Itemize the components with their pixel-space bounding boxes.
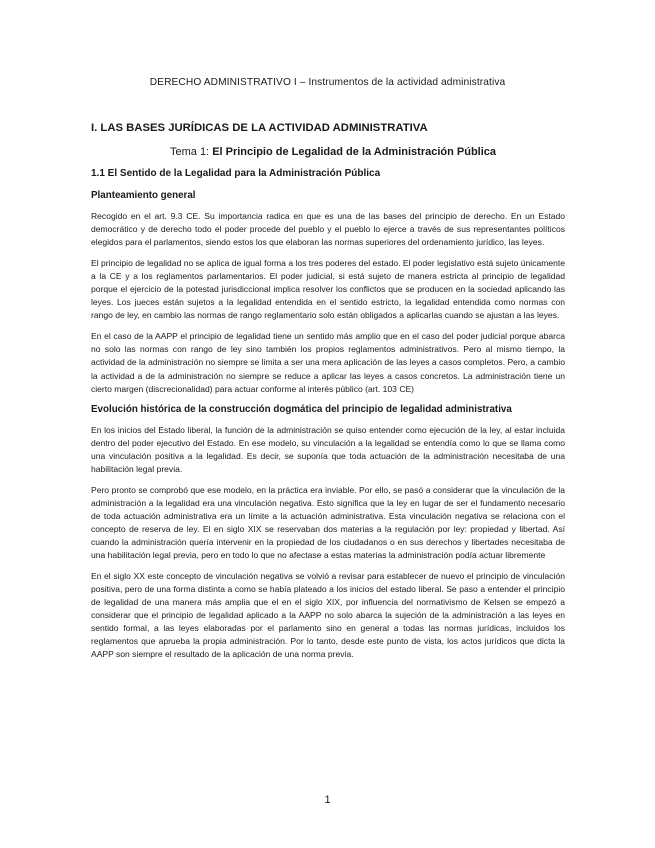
paragraph: Recogido en el art. 9.3 CE. Su importancia radica en que es una de las bases del principio de derecho. En un Estado democrático y de derecho todo el poder procede del pueblo y el pueblo lo ejerce a través de sus representantes políticos elegidos para el parlamentos, siendo estos los que elaboran las normas superiores del ordenamiento jurídico, las leyes.: [91, 211, 565, 248]
tema-heading: [91, 146, 565, 158]
planteamiento-heading: Planteamiento general: [91, 190, 196, 201]
paragraph: En los inicios del Estado liberal, la función de la administración se quiso entender como ejecución de la ley, al estar incluida dentro del poder ejecutivo del Estado. En ese modelo, su vinculación a la legalidad se entendía como lo que se llama como una vinculación positiva a la legalidad. Es decir, se suponía que toda actuación de la administración necesitaba de una habilitación legal previa.: [91, 424, 565, 474]
paragraph: El principio de legalidad no se aplica de igual forma a los tres poderes del estado. El poder legislativo está sujeto únicamente a la CE y a los reglamentos parlamentarios. El poder judicial, si está sujeto de manera estricta al principio de legalidad porque el ejercicio de la potestad jurisdiccional implica resolver los conflictos que se producen en la sociedad aplicando las leyes. Los jueces están sujetos a la legalidad entendida en el sentido estricto, la legalidad entendida como normas con rango de ley, en cambio las normas de rango reglamentario solo están obligados a aplicarlas cuando se ajustan a las leyes.: [91, 258, 565, 321]
paragraph: En el caso de la AAPP el principio de legalidad tiene un sentido más amplio que en el caso del poder judicial porque abarca no solo las normas con rango de ley sino también los propios reglamentos administrativos. Pero al mismo tiempo, la actividad de la administración no siempre se limita a ser una mera aplicación de las leyes a casos completos. Pero, a cambio la actividad a de la administración no siempre se reduce a aplicar las leyes a casos concretos. La administración tiene un cierto margen (discrecionalidad) para actuar conforme al interés público (art. 103 CE): [91, 331, 565, 394]
page-number: 1: [324, 794, 331, 806]
tema-title: El Principio de Legalidad de la Administración Pública: [212, 146, 497, 158]
tema-label: Tema 1:: [169, 146, 210, 158]
paragraph: En el siglo XX este concepto de vinculación negativa se volvió a revisar para establecer de nuevo el principio de vinculación positiva, pero de una forma distinta a como se había plateado a los inicios del estado liberal. Se paso a entender el principio de legalidad de una manera más amplia que el en el siglo XIX, por influencia del normativismo de Kelsen se empezó a considerar que el principio de legalidad aplicado a la AAPP no solo abarca la sujeción de la administración a las leyes en sentido formal, a las leyes elaboradas por el parlamento sino en general a todas las normas jurídicas, incluidos los reglamentos que aprueba la propia administración. Por lo tanto, desde este punto de vista, los actos jurídicos que dicta la AAPP son siempre el resultado de la aplicación de una norma previa.: [91, 571, 565, 660]
paragraph: Pero pronto se comprobó que ese modelo, en la práctica era inviable. Por ello, se pasó a considerar que la vinculación de la administración a la legalidad era una vinculación negativa. Esto significa que la ley en lugar de ser el fundamento necesario de toda actuación administrativa era un límite a la actuación administrativa. Esta vinculación negativa se relaciona con el concepto de reserva de ley. El en siglo XIX se reservaban dos materias a la regulación por ley: propiedad y libertad. Así cuando la administración quería intervenir en la propiedad de los ciudadanos o en sus derechos y libertades necesitaba de una habilitación legal previa, pero en todo lo que no afectase a estas materias la administración podía actuar libremente: [91, 484, 565, 561]
running-header: DERECHO ADMINISTRATIVO I – Instrumentos de la actividad administrativa: [149, 77, 506, 88]
subsection-title: 1.1 El Sentido de la Legalidad para la Administración Pública: [91, 168, 381, 179]
evolucion-heading: Evolución histórica de la construcción dogmática del principio de legalidad administrativa: [91, 403, 512, 415]
section-title: I. LAS BASES JURÍDICAS DE LA ACTIVIDAD ADMINISTRATIVA: [91, 122, 428, 134]
page-content: [91, 122, 565, 669]
